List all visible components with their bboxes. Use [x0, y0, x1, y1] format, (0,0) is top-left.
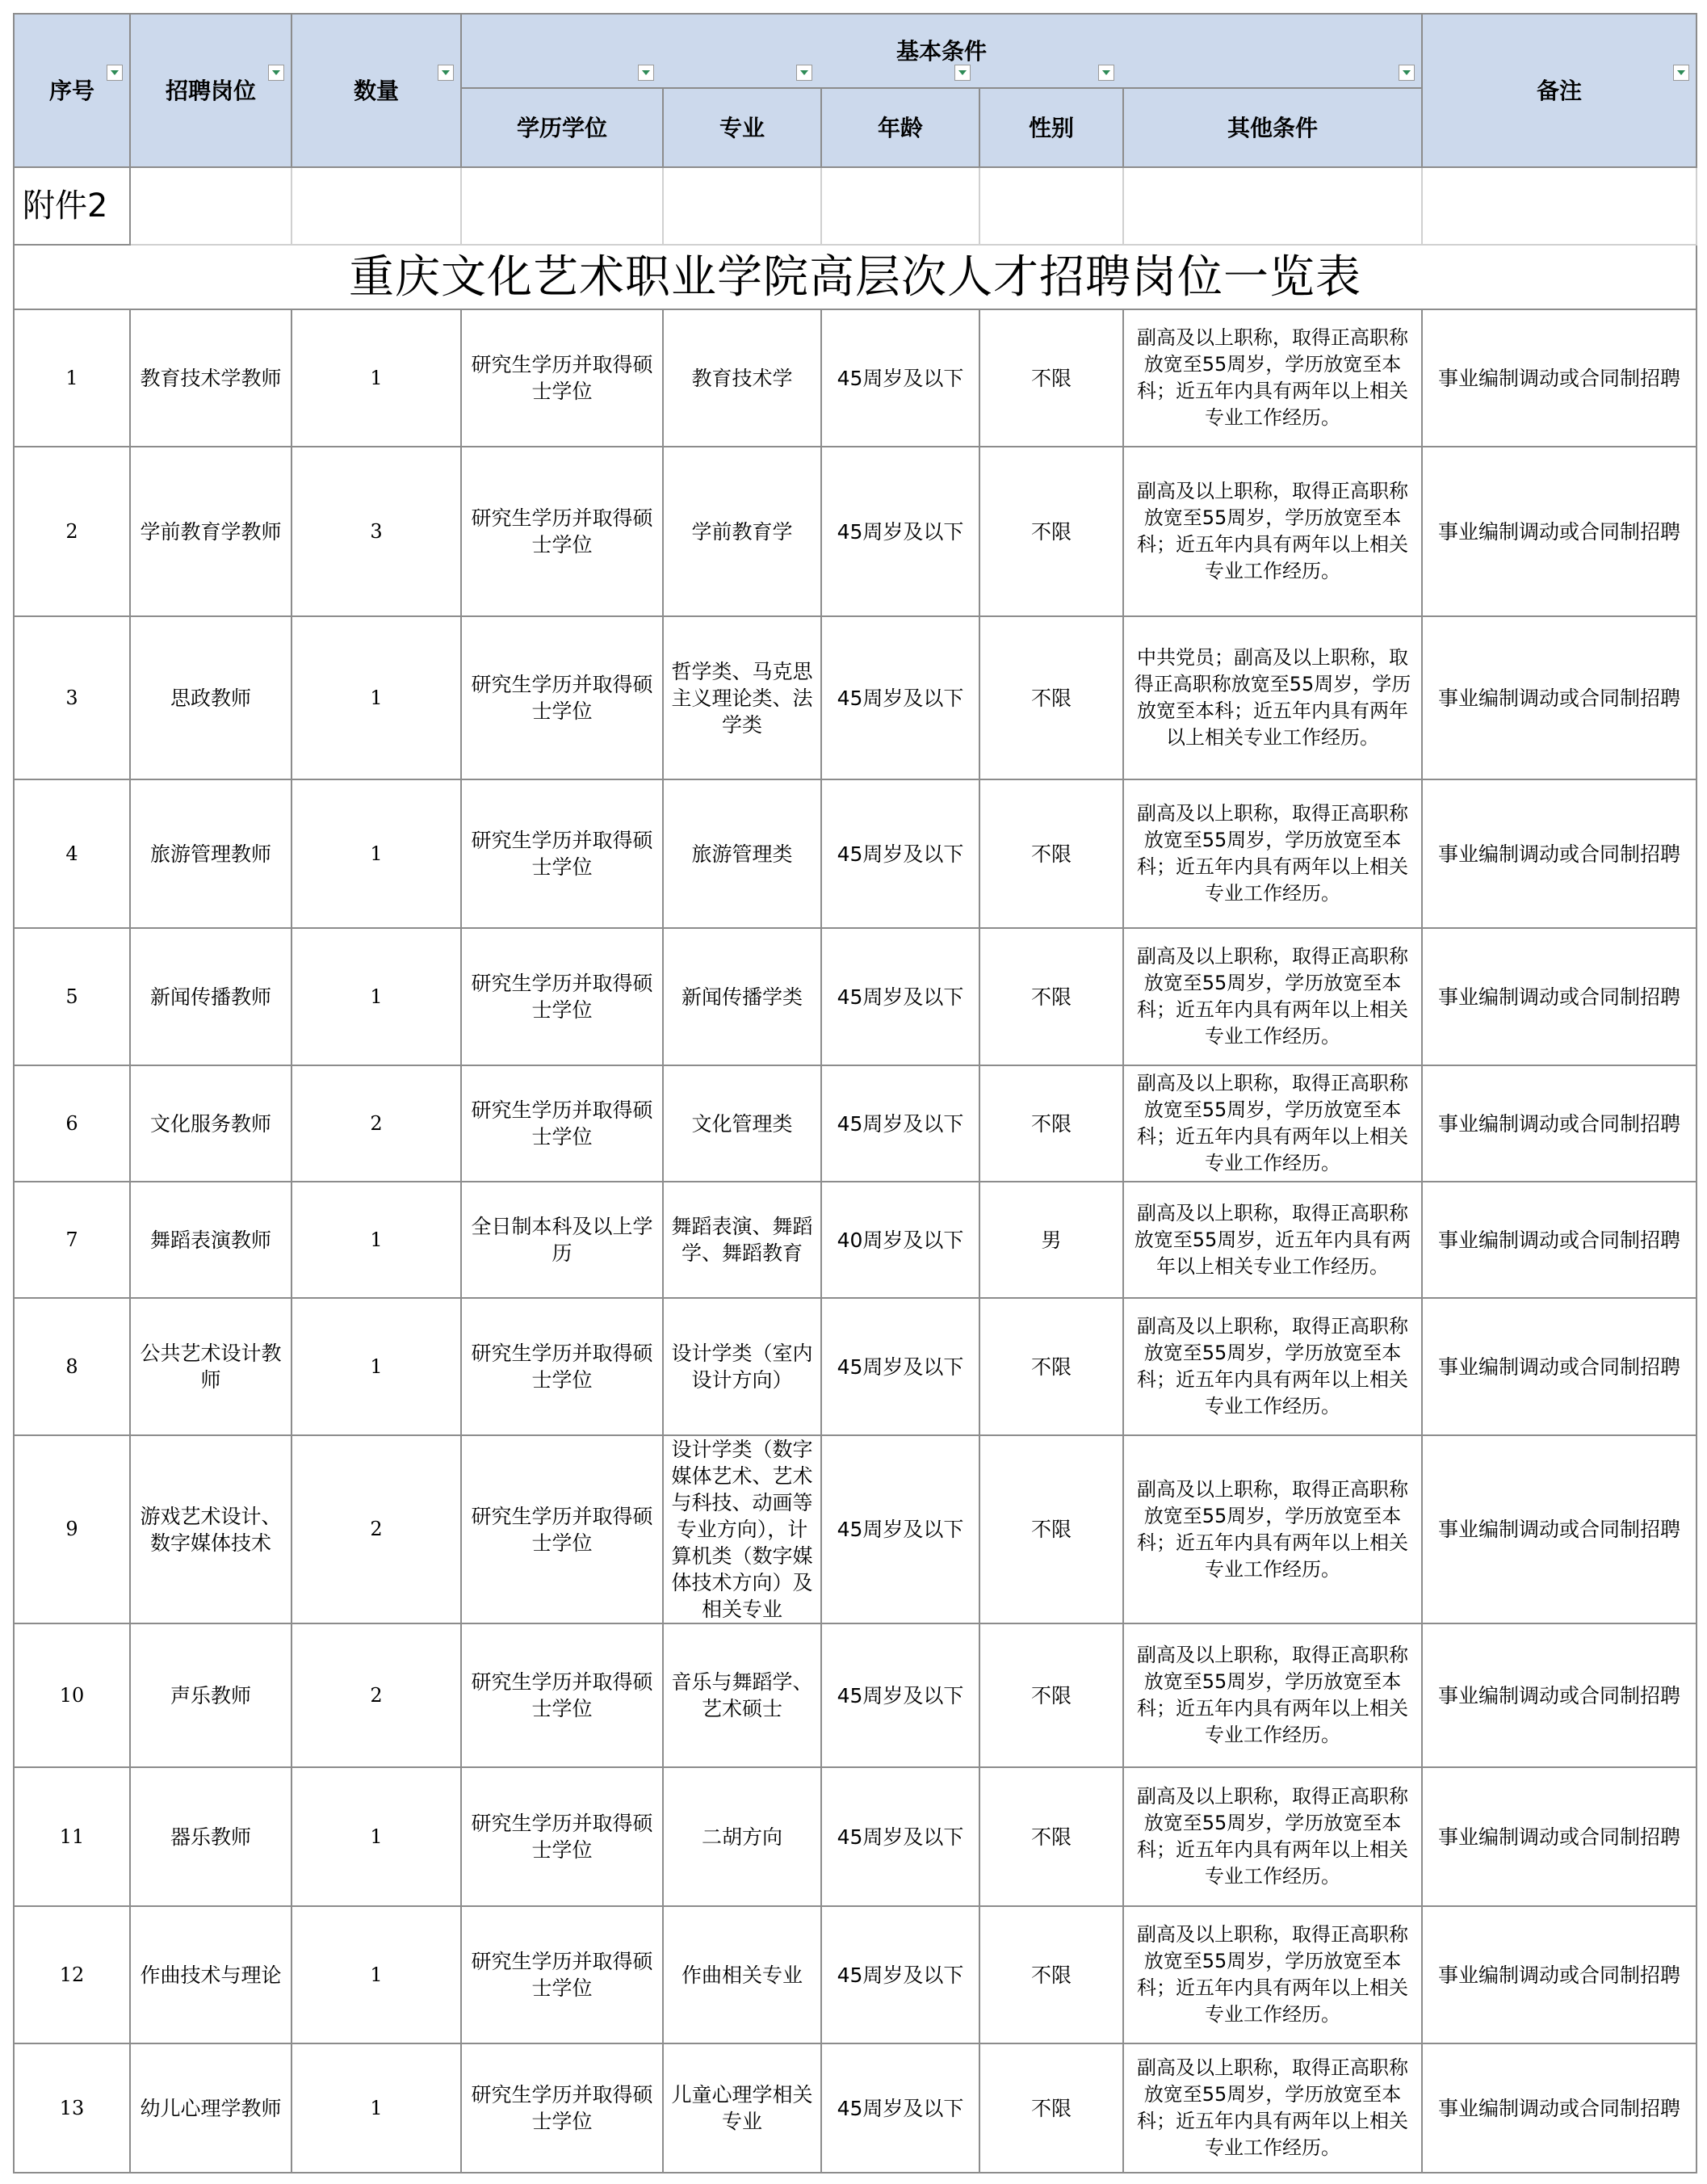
cell-major[interactable]: 新闻传播学类 — [663, 928, 821, 1065]
cell-degree[interactable]: 研究生学历并取得硕士学位 — [461, 1767, 663, 1906]
cell-count[interactable]: 1 — [291, 2043, 461, 2173]
cell-seq[interactable]: 13 — [14, 2043, 130, 2173]
header-remark-label: 备注 — [1536, 77, 1582, 104]
cell-degree[interactable]: 全日制本科及以上学历 — [461, 1182, 663, 1298]
table-row — [14, 1906, 1697, 2043]
cell-seq[interactable]: 9 — [14, 1435, 130, 1623]
cell-age[interactable]: 45周岁及以下 — [821, 1435, 979, 1623]
cell-gender[interactable]: 不限 — [979, 2043, 1123, 2173]
cell-count[interactable]: 1 — [291, 309, 461, 447]
empty-cell[interactable] — [1123, 167, 1422, 245]
cell-other[interactable]: 副高及以上职称，取得正高职称放宽至55周岁，学历放宽至本科；近五年内具有两年以上相关专业工作经历。 — [1123, 1065, 1422, 1182]
cell-count[interactable]: 1 — [291, 928, 461, 1065]
table-row — [14, 1435, 1697, 1623]
cell-position[interactable]: 器乐教师 — [130, 1767, 291, 1906]
cell-gender[interactable]: 不限 — [979, 1906, 1123, 2043]
cell-other[interactable]: 副高及以上职称，取得正高职称放宽至55周岁，学历放宽至本科；近五年内具有两年以上相关专业工作经历。 — [1123, 1906, 1422, 2043]
cell-position[interactable]: 思政教师 — [130, 616, 291, 779]
spreadsheet — [13, 13, 1696, 2174]
empty-cell[interactable] — [130, 167, 291, 245]
cell-gender[interactable]: 不限 — [979, 928, 1123, 1065]
filter-dropdown-icon[interactable] — [638, 65, 654, 81]
cell-major[interactable]: 文化管理类 — [663, 1065, 821, 1182]
header-degree[interactable]: 学历学位 — [461, 88, 663, 167]
cell-degree[interactable]: 研究生学历并取得硕士学位 — [461, 1435, 663, 1623]
filter-dropdown-icon[interactable] — [1098, 65, 1114, 81]
cell-major[interactable]: 作曲相关专业 — [663, 1906, 821, 2043]
cell-degree[interactable]: 研究生学历并取得硕士学位 — [461, 309, 663, 447]
title-row — [14, 245, 1697, 309]
cell-other[interactable]: 副高及以上职称，取得正高职称放宽至55周岁，近五年内具有两年以上相关专业工作经历。 — [1123, 1182, 1422, 1298]
cell-position[interactable]: 作曲技术与理论 — [130, 1906, 291, 2043]
cell-position[interactable]: 幼儿心理学教师 — [130, 2043, 291, 2173]
cell-major[interactable]: 教育技术学 — [663, 309, 821, 447]
header-row-1 — [14, 14, 1697, 88]
cell-position[interactable]: 公共艺术设计教师 — [130, 1298, 291, 1435]
cell-age[interactable]: 45周岁及以下 — [821, 1906, 979, 2043]
cell-gender[interactable]: 不限 — [979, 1435, 1123, 1623]
cell-seq[interactable]: 5 — [14, 928, 130, 1065]
header-seq[interactable] — [14, 14, 130, 167]
cell-position[interactable]: 旅游管理教师 — [130, 779, 291, 928]
cell-age[interactable]: 45周岁及以下 — [821, 2043, 979, 2173]
cell-major[interactable]: 设计学类（室内设计方向） — [663, 1298, 821, 1435]
cell-count[interactable]: 1 — [291, 616, 461, 779]
cell-count[interactable]: 1 — [291, 1298, 461, 1435]
cell-count[interactable]: 1 — [291, 1182, 461, 1298]
table-row — [14, 616, 1697, 779]
table-row — [14, 1065, 1697, 1182]
cell-remark[interactable]: 事业编制调动或合同制招聘 — [1422, 2043, 1697, 2173]
table-row — [14, 1298, 1697, 1435]
cell-other[interactable]: 副高及以上职称，取得正高职称放宽至55周岁，学历放宽至本科；近五年内具有两年以上相关专业工作经历。 — [1123, 447, 1422, 616]
cell-major[interactable]: 哲学类、马克思主义理论类、法学类 — [663, 616, 821, 779]
header-count-label: 数量 — [353, 77, 399, 104]
table-row — [14, 1623, 1697, 1767]
filter-dropdown-icon[interactable] — [954, 65, 971, 81]
cell-gender[interactable]: 不限 — [979, 1767, 1123, 1906]
cell-seq[interactable]: 4 — [14, 779, 130, 928]
cell-age[interactable]: 45周岁及以下 — [821, 1298, 979, 1435]
cell-position[interactable]: 新闻传播教师 — [130, 928, 291, 1065]
cell-age[interactable]: 45周岁及以下 — [821, 1623, 979, 1767]
cell-seq[interactable]: 7 — [14, 1182, 130, 1298]
cell-gender[interactable]: 不限 — [979, 616, 1123, 779]
cell-other[interactable]: 副高及以上职称，取得正高职称放宽至55周岁，学历放宽至本科；近五年内具有两年以上相关专业工作经历。 — [1123, 928, 1422, 1065]
page-title[interactable]: 重庆文化艺术职业学院高层次人才招聘岗位一览表 — [14, 245, 1697, 309]
cell-remark[interactable]: 事业编制调动或合同制招聘 — [1422, 1182, 1697, 1298]
attachment-label[interactable]: 附件2 — [14, 167, 130, 245]
cell-seq[interactable]: 1 — [14, 309, 130, 447]
cell-age[interactable]: 45周岁及以下 — [821, 447, 979, 616]
cell-other[interactable]: 副高及以上职称，取得正高职称放宽至55周岁，学历放宽至本科；近五年内具有两年以上相关专业工作经历。 — [1123, 1435, 1422, 1623]
cell-seq[interactable]: 3 — [14, 616, 130, 779]
table-body — [14, 309, 1697, 2173]
cell-remark[interactable]: 事业编制调动或合同制招聘 — [1422, 779, 1697, 928]
header-position[interactable] — [130, 14, 291, 167]
cell-remark[interactable]: 事业编制调动或合同制招聘 — [1422, 1906, 1697, 2043]
cell-major[interactable]: 旅游管理类 — [663, 779, 821, 928]
cell-count[interactable]: 1 — [291, 779, 461, 928]
table-row — [14, 779, 1697, 928]
cell-age[interactable]: 45周岁及以下 — [821, 928, 979, 1065]
cell-gender[interactable]: 不限 — [979, 779, 1123, 928]
cell-gender[interactable]: 不限 — [979, 1623, 1123, 1767]
empty-cell[interactable] — [663, 167, 821, 245]
filter-dropdown-icon[interactable] — [438, 65, 454, 81]
empty-cell[interactable] — [291, 167, 461, 245]
cell-degree[interactable]: 研究生学历并取得硕士学位 — [461, 1065, 663, 1182]
cell-age[interactable]: 45周岁及以下 — [821, 1767, 979, 1906]
cell-gender[interactable]: 不限 — [979, 1065, 1123, 1182]
cell-seq[interactable]: 6 — [14, 1065, 130, 1182]
cell-count[interactable]: 1 — [291, 1906, 461, 2043]
cell-seq[interactable]: 12 — [14, 1906, 130, 2043]
table-row — [14, 1182, 1697, 1298]
table-row — [14, 1767, 1697, 1906]
cell-other[interactable]: 副高及以上职称，取得正高职称放宽至55周岁，学历放宽至本科；近五年内具有两年以上相关专业工作经历。 — [1123, 309, 1422, 447]
header-remark[interactable] — [1422, 14, 1697, 167]
cell-remark[interactable]: 事业编制调动或合同制招聘 — [1422, 928, 1697, 1065]
cell-position[interactable]: 游戏艺术设计、数字媒体技术 — [130, 1435, 291, 1623]
header-count[interactable] — [291, 14, 461, 167]
cell-seq[interactable]: 8 — [14, 1298, 130, 1435]
recruitment-table — [13, 13, 1697, 2174]
cell-age[interactable]: 45周岁及以下 — [821, 309, 979, 447]
cell-remark[interactable]: 事业编制调动或合同制招聘 — [1422, 1767, 1697, 1906]
filter-dropdown-icon[interactable] — [1673, 65, 1689, 81]
cell-count[interactable]: 2 — [291, 1623, 461, 1767]
cell-remark[interactable]: 事业编制调动或合同制招聘 — [1422, 1623, 1697, 1767]
cell-major[interactable]: 二胡方向 — [663, 1767, 821, 1906]
header-position-label: 招聘岗位 — [165, 77, 256, 104]
cell-remark[interactable]: 事业编制调动或合同制招聘 — [1422, 1435, 1697, 1623]
cell-position[interactable]: 教育技术学教师 — [130, 309, 291, 447]
header-seq-label: 序号 — [48, 77, 94, 104]
table-row — [14, 2043, 1697, 2173]
cell-remark[interactable]: 事业编制调动或合同制招聘 — [1422, 309, 1697, 447]
empty-cell[interactable] — [461, 167, 663, 245]
table-row — [14, 928, 1697, 1065]
filter-dropdown-icon[interactable] — [107, 65, 123, 81]
cell-age[interactable]: 45周岁及以下 — [821, 1065, 979, 1182]
cell-age[interactable]: 45周岁及以下 — [821, 779, 979, 928]
cell-major[interactable]: 学前教育学 — [663, 447, 821, 616]
cell-position[interactable]: 声乐教师 — [130, 1623, 291, 1767]
cell-major[interactable]: 儿童心理学相关专业 — [663, 2043, 821, 2173]
empty-cell[interactable] — [979, 167, 1123, 245]
header-basic[interactable] — [461, 14, 1422, 88]
attachment-row — [14, 167, 1697, 245]
cell-seq[interactable]: 11 — [14, 1767, 130, 1906]
cell-other[interactable]: 副高及以上职称，取得正高职称放宽至55周岁，学历放宽至本科；近五年内具有两年以上相关专业工作经历。 — [1123, 779, 1422, 928]
cell-position[interactable]: 文化服务教师 — [130, 1065, 291, 1182]
cell-count[interactable]: 3 — [291, 447, 461, 616]
cell-gender[interactable]: 不限 — [979, 447, 1123, 616]
header-major[interactable]: 专业 — [663, 88, 821, 167]
cell-other[interactable]: 副高及以上职称，取得正高职称放宽至55周岁，学历放宽至本科；近五年内具有两年以上相关专业工作经历。 — [1123, 1298, 1422, 1435]
cell-remark[interactable]: 事业编制调动或合同制招聘 — [1422, 616, 1697, 779]
filter-dropdown-icon[interactable] — [796, 65, 812, 81]
cell-position[interactable]: 舞蹈表演教师 — [130, 1182, 291, 1298]
cell-age[interactable]: 45周岁及以下 — [821, 616, 979, 779]
table-row — [14, 309, 1697, 447]
table-row — [14, 447, 1697, 616]
cell-seq[interactable]: 10 — [14, 1623, 130, 1767]
cell-gender[interactable]: 男 — [979, 1182, 1123, 1298]
cell-gender[interactable]: 不限 — [979, 1298, 1123, 1435]
header-basic-label: 基本条件 — [895, 37, 987, 65]
cell-degree[interactable]: 研究生学历并取得硕士学位 — [461, 928, 663, 1065]
cell-gender[interactable]: 不限 — [979, 309, 1123, 447]
cell-remark[interactable]: 事业编制调动或合同制招聘 — [1422, 447, 1697, 616]
cell-other[interactable]: 中共党员；副高及以上职称，取得正高职称放宽至55周岁，学历放宽至本科；近五年内具有两年以上相关专业工作经历。 — [1123, 616, 1422, 779]
filter-dropdown-icon[interactable] — [268, 65, 284, 81]
header-gender[interactable]: 性别 — [979, 88, 1123, 167]
cell-seq[interactable]: 2 — [14, 447, 130, 616]
empty-cell[interactable] — [821, 167, 979, 245]
empty-cell[interactable] — [1422, 167, 1697, 245]
cell-degree[interactable]: 研究生学历并取得硕士学位 — [461, 447, 663, 616]
cell-major[interactable]: 舞蹈表演、舞蹈学、舞蹈教育 — [663, 1182, 821, 1298]
cell-other[interactable]: 副高及以上职称，取得正高职称放宽至55周岁，学历放宽至本科；近五年内具有两年以上相关专业工作经历。 — [1123, 2043, 1422, 2173]
cell-remark[interactable]: 事业编制调动或合同制招聘 — [1422, 1298, 1697, 1435]
header-other[interactable]: 其他条件 — [1123, 88, 1422, 167]
cell-count[interactable]: 2 — [291, 1435, 461, 1623]
cell-degree[interactable]: 研究生学历并取得硕士学位 — [461, 2043, 663, 2173]
header-age[interactable]: 年龄 — [821, 88, 979, 167]
cell-major[interactable]: 设计学类（数字媒体艺术、艺术与科技、动画等专业方向），计算机类（数字媒体技术方向）及相关专业 — [663, 1435, 821, 1623]
filter-dropdown-icon[interactable] — [1399, 65, 1415, 81]
cell-degree[interactable]: 研究生学历并取得硕士学位 — [461, 1906, 663, 2043]
cell-position[interactable]: 学前教育学教师 — [130, 447, 291, 616]
cell-degree[interactable]: 研究生学历并取得硕士学位 — [461, 616, 663, 779]
cell-remark[interactable]: 事业编制调动或合同制招聘 — [1422, 1065, 1697, 1182]
cell-degree[interactable]: 研究生学历并取得硕士学位 — [461, 779, 663, 928]
cell-age[interactable]: 40周岁及以下 — [821, 1182, 979, 1298]
cell-degree[interactable]: 研究生学历并取得硕士学位 — [461, 1298, 663, 1435]
cell-other[interactable]: 副高及以上职称，取得正高职称放宽至55周岁，学历放宽至本科；近五年内具有两年以上相关专业工作经历。 — [1123, 1623, 1422, 1767]
cell-count[interactable]: 2 — [291, 1065, 461, 1182]
cell-count[interactable]: 1 — [291, 1767, 461, 1906]
cell-other[interactable]: 副高及以上职称，取得正高职称放宽至55周岁，学历放宽至本科；近五年内具有两年以上相关专业工作经历。 — [1123, 1767, 1422, 1906]
cell-degree[interactable]: 研究生学历并取得硕士学位 — [461, 1623, 663, 1767]
cell-major[interactable]: 音乐与舞蹈学、艺术硕士 — [663, 1623, 821, 1767]
